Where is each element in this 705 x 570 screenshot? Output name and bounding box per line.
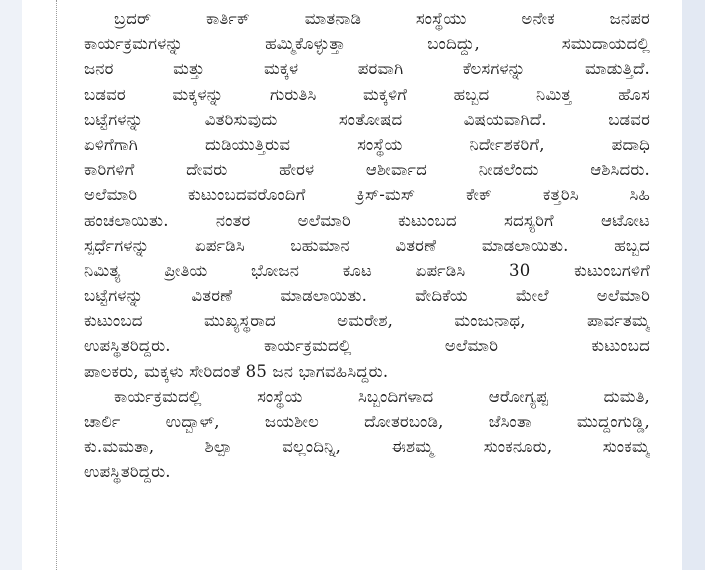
article-body: [84, 6, 650, 485]
article-line: ಉಪಸ್ಥಿತರಿದ್ದರು.: [84, 462, 171, 482]
article-line: ಬಟ್ಟೆಗಳನ್ನು ವಿತರಣೆ ಮಾಡಲಾಯಿತು. ವೇದಿಕೆಯ ಮೇಲೆ ಅಲೆಮಾರಿ: [84, 286, 650, 306]
article-line: ಬಡವರ ಮಕ್ಕಳನ್ನು ಗುರುತಿಸಿ ಮಕ್ಕಳಿಗೆ ಹಬ್ಬದ ನಿಮಿತ್ತ ಹೊಸ: [84, 84, 650, 104]
article-line: ಕುಟುಂಬದ ಮುಖ್ಯಸ್ಥರಾದ ಅಮರೇಶ, ಮಂಜುನಾಥ, ಪಾರ್ವತಮ್ಮ: [84, 311, 650, 331]
article-line: ಕಾರ್ಯಕ್ರಮದಲ್ಲಿ ಸಂಸ್ಥೆಯ ಸಿಬ್ಬಂದಿಗಳಾದ ಆರೋಗ್ಯಪ್ಪ ದುಮತಿ,: [114, 386, 650, 406]
article-line: ಕಾರಿಗಳಿಗೆ ದೇವರು ಹೇರಳ ಆಶೀರ್ವಾದ ನೀಡಲೆಂದು ಆಶಿಸಿದರು.: [84, 160, 650, 180]
article-line: ಪಾಲಕರು, ಮಕ್ಕಳು ಸೇರಿದಂತೆ 85 ಜನ ಭಾಗವಹಿಸಿದ್ದರು.: [84, 361, 389, 381]
article-line: ಬಟ್ಟೆಗಳನ್ನು ವಿತರಿಸುವುದು ಸಂತೋಷದ ವಿಷಯವಾಗಿದೆ. ಬಡವರ: [84, 109, 650, 129]
article-line: ಜನರ ಮತ್ತು ಮಕ್ಕಳ ಪರವಾಗಿ ಕೆಲಸಗಳನ್ನು ಮಾಡುತ್ತಿದೆ.: [84, 59, 650, 79]
article-line: ಅಲೆಮಾರಿ ಕುಟುಂಬದವರೊಂದಿಗೆ ಕ್ರಿಸ್-ಮಸ್ ಕೇಕ್ ಕತ್ತರಿಸಿ ಸಿಹಿ: [84, 185, 650, 205]
article-line: ನಿಮಿತ್ಯ ಪ್ರೀತಿಯ ಭೋಜನ ಕೂಟ ಏರ್ಪಡಿಸಿ 30 ಕುಟುಂಬಗಳಿಗೆ: [84, 260, 650, 280]
article-line: ಏಳಿಗೆಗಾಗಿ ದುಡಿಯುತ್ತಿರುವ ಸಂಸ್ಥೆಯ ನಿರ್ದೇಶಕರಿಗೆ, ಪದಾಧಿ: [84, 134, 650, 154]
article-line: ಸ್ಪರ್ಧೆಗಳನ್ನು ಏರ್ಪಡಿಸಿ ಬಹುಮಾನ ವಿತರಣೆ ಮಾಡಲಾಯಿತು. ಹಬ್ಬದ: [84, 235, 650, 255]
article-line: ಕಾರ್ಯಕ್ರಮಗಳನ್ನು ಹಮ್ಮಿಕೊಳ್ಳುತ್ತಾ ಬಂದಿದ್ದು, ಸಮುದಾಯದಲ್ಲಿ: [84, 34, 650, 54]
article-line: ಹಂಚಲಾಯಿತು. ನಂತರ ಅಲೆಮಾರಿ ಕುಟುಂಬದ ಸದಸ್ಯರಿಗೆ ಆಟೋಟ: [84, 210, 650, 230]
article-line: ಚಾರ್ಲಿ ಉದ್ಬಾಳ್, ಜಯಶೀಲ ದೋತರಬಂಡಿ, ಜೆಸಿಂತಾ ಮುದ್ದಂಗುಡ್ಡಿ,: [84, 412, 650, 431]
right-margin-strip: [682, 0, 705, 570]
column-divider: [56, 0, 57, 570]
article-line: ಕು.ಮಮತಾ, ಶಿಲ್ಪಾ ವಲ್ಲಂದಿನ್ನಿ, ಈಶಮ್ಮ ಸುಂಕನೂರು, ಸುಂಕಮ್ಮ: [84, 437, 650, 457]
article-line: ಬ್ರದರ್ ಕಾರ್ತಿಕ್ ಮಾತನಾಡಿ ಸಂಸ್ಥೆಯು ಅನೇಕ ಜನಪರ: [114, 9, 650, 28]
left-margin-strip: [0, 0, 22, 570]
article-line: ಉಪಸ್ಥಿತರಿದ್ದರು. ಕಾರ್ಯಕ್ರಮದಲ್ಲಿ ಅಲೆಮಾರಿ ಕುಟುಂಬದ: [84, 336, 650, 356]
